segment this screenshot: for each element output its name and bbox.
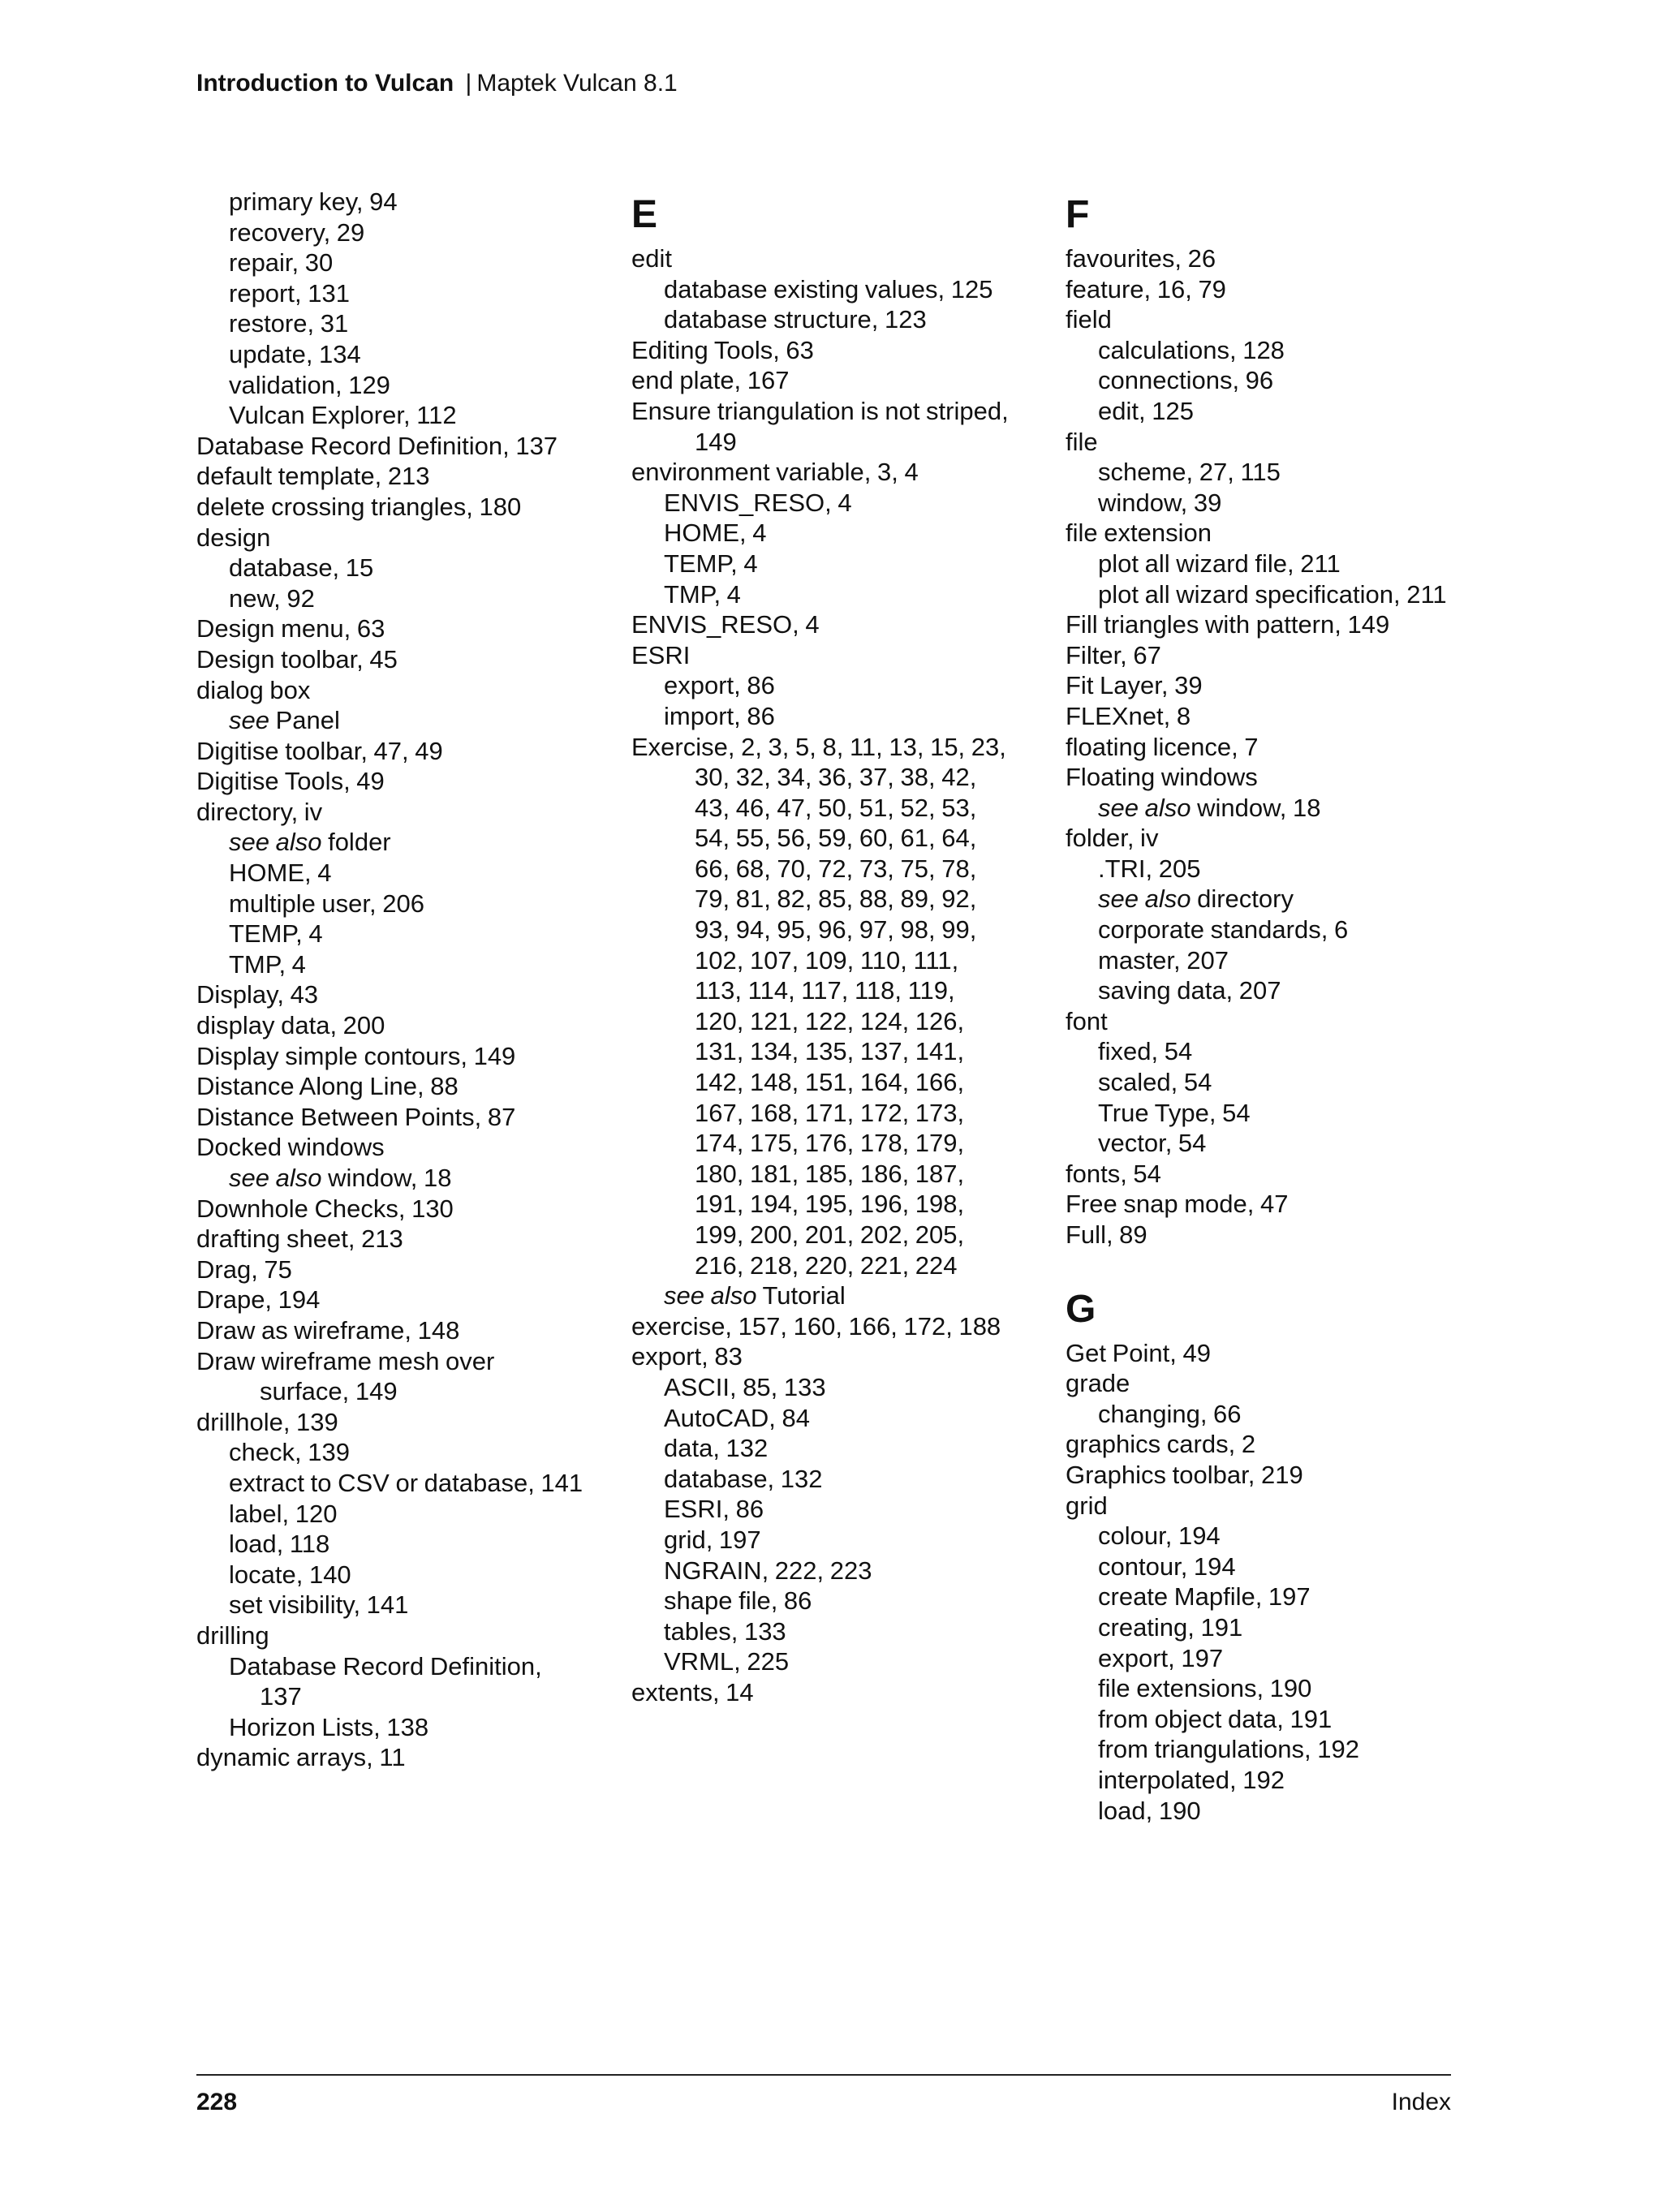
section-letter-f: F	[1066, 193, 1090, 236]
index-entry: floating licence, 7	[1066, 732, 1259, 761]
index-entry: validation, 129	[229, 370, 390, 399]
index-entry: interpolated, 192	[1098, 1765, 1285, 1794]
index-cross-reference	[196, 827, 618, 858]
index-entry: Database Record Definition, 137	[196, 431, 558, 460]
index-entry: colour, 194	[1098, 1521, 1221, 1551]
index-entry: favourites, 26	[1066, 244, 1216, 273]
index-entry: drilling	[196, 1620, 269, 1650]
see-target: folder	[321, 828, 391, 857]
index-entry: from object data, 191	[1098, 1704, 1333, 1733]
index-entry: Distance Along Line, 88	[196, 1072, 459, 1101]
index-entry: Display simple contours, 149	[196, 1041, 516, 1070]
index-entry: end plate, 167	[631, 366, 790, 395]
index-entry-continuation: 137	[260, 1682, 302, 1711]
running-header	[196, 70, 678, 97]
index-entry: scaled, 54	[1098, 1068, 1212, 1097]
index-entry: grid	[1066, 1491, 1108, 1520]
index-entry: new, 92	[229, 583, 315, 613]
index-entry: Draw wireframe mesh over	[196, 1346, 495, 1375]
book-title: Introduction to Vulcan	[196, 70, 454, 97]
index-entry: Vulcan Explorer, 112	[229, 401, 457, 430]
see-target: Tutorial	[756, 1281, 846, 1310]
index-entry: HOME, 4	[664, 519, 767, 548]
index-entry: dynamic arrays, 11	[196, 1743, 406, 1772]
index-entry: export, 83	[631, 1342, 743, 1371]
index-entry: ENVIS_RESO, 4	[664, 488, 852, 517]
index-entry: fonts, 54	[1066, 1159, 1161, 1188]
index-entry: plot all wizard specification, 211	[1098, 579, 1447, 609]
index-entry: Downhole Checks, 130	[196, 1194, 454, 1223]
index-entry: folder, iv	[1066, 824, 1159, 853]
index-entry: database structure, 123	[664, 305, 927, 334]
index-entry: exercise, 157, 160, 166, 172, 188	[631, 1311, 1001, 1341]
index-entry: .TRI, 205	[1098, 854, 1201, 883]
index-entry-continuation: 180, 181, 185, 186, 187,	[695, 1159, 965, 1188]
index-entry: Design menu, 63	[196, 614, 385, 643]
index-cross-reference	[1066, 884, 1488, 914]
index-entry: grid, 197	[664, 1525, 761, 1554]
index-entry: file	[1066, 427, 1098, 456]
index-entry-continuation: 102, 107, 109, 110, 111,	[695, 945, 959, 975]
see-target: window, 18	[1191, 793, 1321, 822]
index-entry: create Mapfile, 197	[1098, 1582, 1311, 1612]
index-entry-continuation: 167, 168, 171, 172, 173,	[695, 1098, 965, 1127]
index-entry: edit	[631, 244, 672, 273]
index-entry: export, 86	[664, 671, 775, 700]
product-name: Maptek Vulcan 8.1	[476, 70, 678, 97]
index-entry: Horizon Lists, 138	[229, 1712, 429, 1741]
index-entry: Design toolbar, 45	[196, 644, 398, 673]
see-label: see	[229, 706, 269, 735]
see-also-label: see also	[1098, 884, 1191, 914]
index-entry: feature, 16, 79	[1066, 274, 1226, 303]
index-entry: plot all wizard file, 211	[1098, 549, 1341, 578]
index-entry: file extension	[1066, 519, 1212, 548]
index-cross-reference	[631, 1280, 1053, 1311]
index-entry: HOME, 4	[229, 859, 332, 888]
index-entry: tables, 133	[664, 1616, 786, 1646]
index-entry: Editing Tools, 63	[631, 335, 814, 364]
index-entry: database existing values, 125	[664, 274, 993, 303]
index-entry: extents, 14	[631, 1677, 754, 1706]
see-also-label: see also	[229, 1164, 322, 1192]
footer-section-name: Index	[1391, 2089, 1451, 2115]
see-also-label: see also	[1098, 793, 1191, 822]
index-entry: ENVIS_RESO, 4	[631, 610, 820, 639]
index-entry: graphics cards, 2	[1066, 1430, 1256, 1459]
index-entry: restore, 31	[229, 309, 349, 338]
index-entry: set visibility, 141	[229, 1590, 409, 1620]
index-entry-continuation: 191, 194, 195, 196, 198,	[695, 1190, 965, 1219]
index-entry: Drape, 194	[196, 1285, 321, 1315]
index-entry: fixed, 54	[1098, 1037, 1193, 1066]
index-entry: Distance Between Points, 87	[196, 1102, 516, 1131]
index-entry: Get Point, 49	[1066, 1338, 1211, 1367]
index-entry: edit, 125	[1098, 396, 1194, 425]
index-entry: from triangulations, 192	[1098, 1735, 1359, 1764]
index-entry: extract to CSV or database, 141	[229, 1468, 583, 1497]
index-entry: ESRI, 86	[664, 1495, 764, 1524]
see-target: window, 18	[321, 1164, 452, 1192]
index-entry: TMP, 4	[229, 949, 306, 979]
index-entry-continuation: surface, 149	[260, 1377, 398, 1406]
index-entry: report, 131	[229, 278, 350, 308]
index-entry-continuation: 30, 32, 34, 36, 37, 38, 42,	[695, 763, 977, 792]
index-entry: shape file, 86	[664, 1586, 812, 1616]
index-entry: locate, 140	[229, 1560, 351, 1589]
index-entry: calculations, 128	[1098, 335, 1285, 364]
index-entry: import, 86	[664, 701, 775, 730]
index-column-3	[1066, 187, 1488, 1826]
section-letter-g: G	[1066, 1287, 1096, 1331]
index-entry: Ensure triangulation is not striped,	[631, 396, 1009, 425]
index-entry-continuation: 149	[695, 427, 737, 456]
index-entry: NGRAIN, 222, 223	[664, 1556, 872, 1585]
index-entry: corporate standards, 6	[1098, 915, 1349, 945]
index-entry: master, 207	[1098, 945, 1229, 975]
index-entry: Digitise Tools, 49	[196, 767, 385, 796]
index-entry: load, 190	[1098, 1796, 1201, 1825]
index-entry: update, 134	[229, 339, 361, 368]
index-entry: saving data, 207	[1098, 976, 1281, 1005]
index-entry: TEMP, 4	[229, 919, 323, 949]
index-entry: True Type, 54	[1098, 1098, 1251, 1127]
index-entry: field	[1066, 305, 1112, 334]
index-entry: vector, 54	[1098, 1129, 1207, 1158]
index-entry: display data, 200	[196, 1011, 385, 1040]
index-entry: Drag, 75	[196, 1254, 292, 1284]
index-entry: database, 132	[664, 1464, 823, 1493]
header-separator: |	[465, 70, 472, 97]
index-entry: recovery, 29	[229, 217, 365, 247]
index-entry: drillhole, 139	[196, 1407, 338, 1436]
index-entry-continuation: 79, 81, 82, 85, 88, 89, 92,	[695, 884, 977, 914]
index-entry: Full, 89	[1066, 1220, 1147, 1249]
index-entry: Fit Layer, 39	[1066, 671, 1203, 700]
index-entry: Free snap mode, 47	[1066, 1190, 1289, 1219]
index-entry: check, 139	[229, 1438, 350, 1467]
index-entry: ESRI	[631, 640, 691, 669]
index-cross-reference	[196, 1163, 618, 1194]
index-entry: multiple user, 206	[229, 889, 424, 918]
index-entry-continuation: 54, 55, 56, 59, 60, 61, 64,	[695, 824, 977, 853]
index-entry: Fill triangles with pattern, 149	[1066, 610, 1390, 639]
index-entry-continuation: 199, 200, 201, 202, 205,	[695, 1220, 965, 1249]
section-letter-e: E	[631, 193, 658, 236]
index-entry: Display, 43	[196, 980, 319, 1009]
index-entry: TMP, 4	[664, 579, 741, 609]
index-entry: Filter, 67	[1066, 640, 1161, 669]
index-entry: contour, 194	[1098, 1551, 1236, 1581]
footer-divider	[196, 2074, 1451, 2076]
index-entry-continuation: 93, 94, 95, 96, 97, 98, 99,	[695, 915, 977, 945]
index-entry: font	[1066, 1006, 1108, 1035]
see-target: directory	[1191, 884, 1294, 914]
page-number: 228	[196, 2089, 238, 2115]
index-entry: creating, 191	[1098, 1612, 1243, 1642]
index-entry: data, 132	[664, 1434, 769, 1463]
index-column-2	[631, 187, 1053, 1708]
index-entry: primary key, 94	[229, 187, 398, 216]
index-entry: TEMP, 4	[664, 549, 758, 578]
index-entry: connections, 96	[1098, 366, 1274, 395]
index-entry: Floating windows	[1066, 763, 1258, 792]
index-entry: changing, 66	[1098, 1399, 1242, 1428]
index-entry: Digitise toolbar, 47, 49	[196, 736, 443, 765]
index-entry: dialog box	[196, 675, 311, 704]
index-entry: FLEXnet, 8	[1066, 701, 1191, 730]
index-entry-continuation: 66, 68, 70, 72, 73, 75, 78,	[695, 854, 977, 883]
see-target: Panel	[269, 706, 340, 735]
index-entry-continuation: 113, 114, 117, 118, 119,	[695, 976, 955, 1005]
see-also-label: see also	[664, 1281, 757, 1310]
index-entry: ASCII, 85, 133	[664, 1372, 826, 1401]
index-entry-continuation: 120, 121, 122, 124, 126,	[695, 1006, 965, 1035]
index-entry: Graphics toolbar, 219	[1066, 1460, 1303, 1489]
index-entry: directory, iv	[196, 797, 323, 826]
index-entry: VRML, 225	[664, 1647, 790, 1676]
index-cross-reference	[1066, 793, 1488, 824]
index-column-1	[196, 187, 618, 1773]
index-entry: Docked windows	[196, 1133, 385, 1162]
index-entry: repair, 30	[229, 248, 334, 278]
index-entry: load, 118	[229, 1530, 330, 1559]
index-entry-continuation: 131, 134, 135, 137, 141,	[695, 1037, 965, 1066]
index-entry: design	[196, 523, 271, 552]
index-entry: export, 197	[1098, 1643, 1224, 1672]
index-entry: window, 39	[1098, 488, 1222, 517]
index-entry: database, 15	[229, 553, 374, 583]
index-entry-continuation: 174, 175, 176, 178, 179,	[695, 1129, 965, 1158]
index-entry-continuation: 142, 148, 151, 164, 166,	[695, 1068, 965, 1097]
index-entry-continuation: 216, 218, 220, 221, 224	[695, 1250, 958, 1280]
index-entry: scheme, 27, 115	[1098, 458, 1281, 487]
index-entry: Exercise, 2, 3, 5, 8, 11, 13, 15, 23,	[631, 732, 1006, 761]
index-entry: Database Record Definition,	[229, 1651, 542, 1681]
index-entry: file extensions, 190	[1098, 1674, 1312, 1703]
index-entry: AutoCAD, 84	[664, 1403, 810, 1432]
index-entry: environment variable, 3, 4	[631, 458, 919, 487]
index-entry-continuation: 43, 46, 47, 50, 51, 52, 53,	[695, 793, 977, 822]
index-entry: Draw as wireframe, 148	[196, 1315, 460, 1345]
index-cross-reference	[196, 705, 618, 736]
see-also-label: see also	[229, 828, 322, 857]
index-entry: label, 120	[229, 1499, 338, 1528]
index-entry: drafting sheet, 213	[196, 1224, 403, 1254]
index-entry: delete crossing triangles, 180	[196, 492, 522, 521]
index-entry: default template, 213	[196, 462, 430, 491]
index-entry: grade	[1066, 1369, 1130, 1398]
